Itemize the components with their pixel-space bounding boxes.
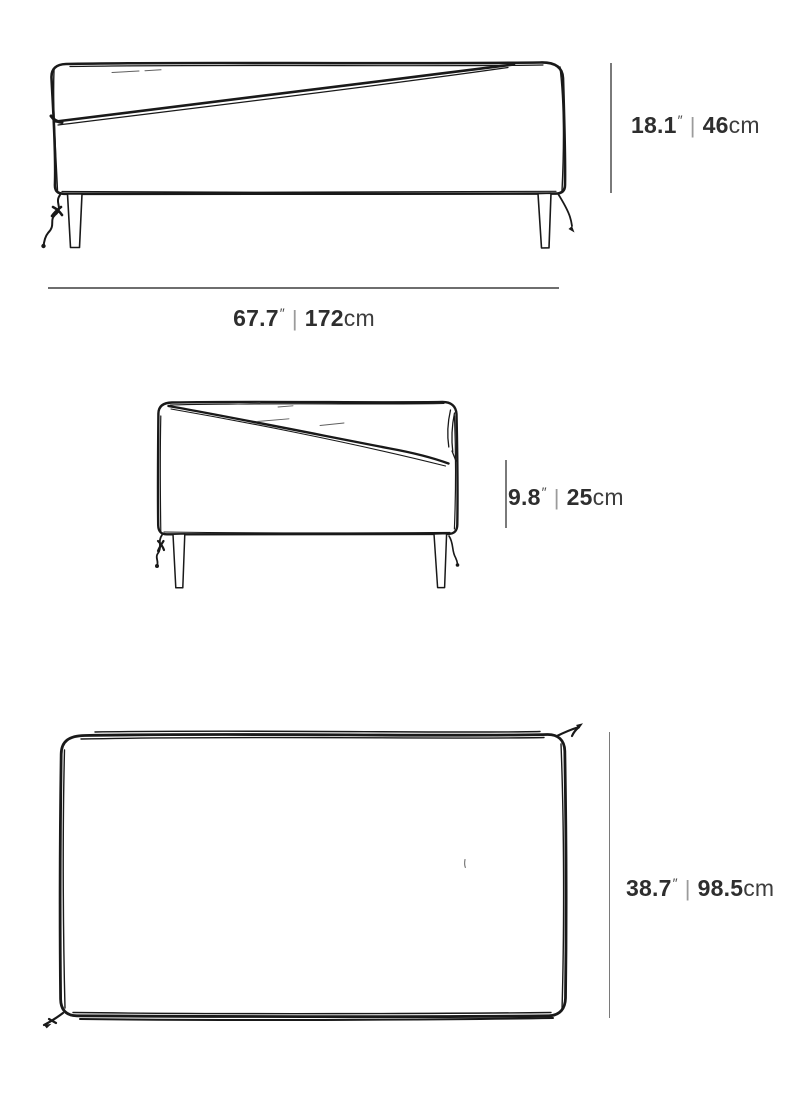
separator-bar: | [291,306,298,331]
side-leg-left [173,534,185,588]
front-height-inches: 18.1 [631,112,677,138]
front-height-cm: 46 [702,112,729,138]
top-tie-bottom-left [44,1013,63,1028]
side-height-dimension-label [508,479,624,511]
cm-unit: cm [592,484,624,510]
front-leg-right [538,193,551,248]
front-body-outline [51,62,565,193]
side-body-outline [158,402,458,534]
top-depth-cm: 98.5 [697,875,744,901]
front-seam-line [51,65,514,126]
top-tie-top-right [557,723,583,736]
side-leg-right [434,534,447,588]
front-fabric-dashes [112,70,161,73]
side-height-inches: 9.8 [508,484,541,510]
front-width-dimension-line [48,287,559,289]
separator-bar: | [689,113,696,138]
cm-unit: cm [743,875,775,901]
side-height-dimension-line [505,460,507,528]
top-depth-dimension-label [626,870,774,902]
top-fabric-mark [465,860,466,868]
separator-bar: | [553,485,560,510]
front-width-cm: 172 [304,305,344,331]
side-seam-line [169,406,449,466]
front-height-dimension-line [610,63,612,193]
front-width-inches: 67.7 [233,305,279,331]
separator-bar: | [684,876,691,901]
top-depth-inches: 38.7 [626,875,672,901]
top-view-sketch [35,710,635,1040]
side-tie-right [449,536,459,567]
front-height-dimension-label [631,107,760,139]
inches-mark: ″ [672,875,678,891]
side-height-cm: 25 [566,484,593,510]
front-tie-left [41,195,62,248]
side-view-sketch [150,395,470,600]
top-body-outline [60,731,566,1020]
front-tie-right [559,195,575,233]
inches-mark: ″ [279,305,285,321]
cm-unit: cm [343,305,375,331]
front-width-dimension-label [178,300,430,332]
inches-mark: ″ [541,484,547,500]
front-leg-left [68,194,83,248]
cm-unit: cm [728,112,760,138]
side-tie-left [155,535,164,568]
inches-mark: ″ [677,112,683,128]
front-view-sketch [40,50,600,265]
top-depth-dimension-line [609,732,610,1018]
